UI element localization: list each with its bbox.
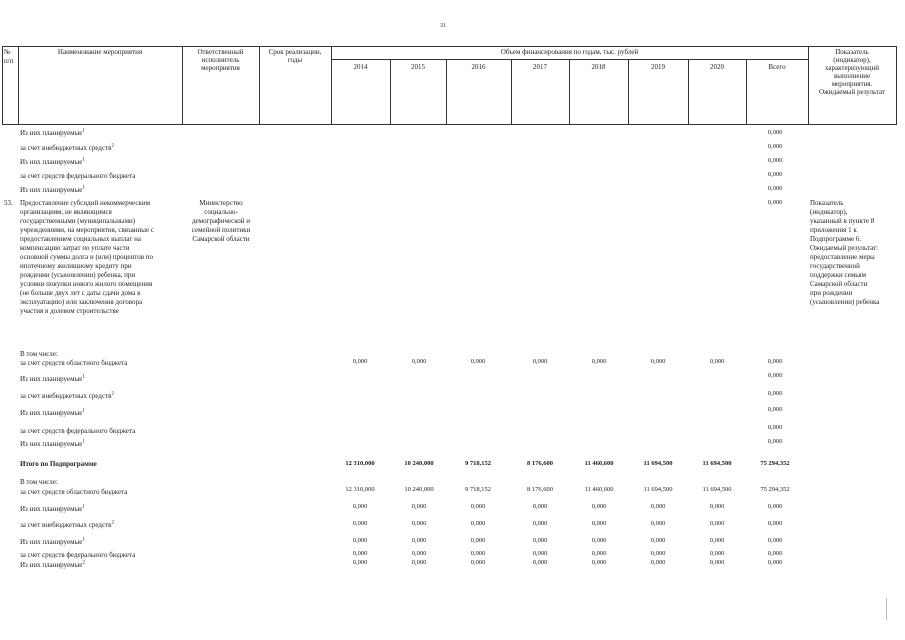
header-year-2014: 2014 [353,63,368,71]
value-2020: 0,000 [709,520,725,527]
summary-2019: 11 694,500 [643,460,673,467]
summary-title: Итого по Подпрограмме [20,460,97,468]
value-2018: 0,000 [591,503,607,510]
value-2014: 12 310,000 [345,486,375,493]
header-year-2016: 2016 [471,63,486,71]
value-2018: 0,000 [591,559,607,566]
value-2015: 0,000 [411,537,427,544]
row-label: за счет средств федерального бюджета [20,551,136,559]
row-label: Из них планируемые$^1$ [20,157,85,166]
value-2019: 11 694,500 [643,486,673,493]
row-label: за счет внебюджетных средств$^2$ [20,391,114,400]
item-total: 0,000 [767,199,783,206]
summary-2014: 12 310,000 [345,460,375,467]
row-label: Из них планируемые$^1$ [20,537,85,546]
value-2020: 0,000 [709,559,725,566]
value-2018: 0,000 [591,358,607,365]
item-indicator: Показатель (индикатор), указанный в пункте 8 приложения 1 к Подпрограмме 6. Ожидаемый результат: предоставление меры государственной поддержки семьям Самарской области при рождении (усыновлении) ребенка [810,199,880,306]
item-responsible: Министерство социально- демографической и семейной политики Самарской области [191,199,251,243]
row-total: 0,000 [767,358,783,365]
value-2016: 0,000 [470,358,486,365]
row-total: 0,000 [767,503,783,510]
header-col-responsible: Ответственный исполнитель мероприятия [197,48,244,72]
value-2018: 11 460,600 [584,486,614,493]
value-2014: 0,000 [352,358,368,365]
row-total: 0,000 [767,157,783,164]
value-2015: 10 240,000 [404,486,434,493]
value-2017: 0,000 [532,550,548,557]
summary-2016: 9 718,152 [465,460,491,467]
row-label: за счет средств федерального бюджета [20,427,136,435]
row-total: 0,000 [767,559,783,566]
header-col-financing: Объем финансирования по годам, тыс. рублей [500,48,639,56]
row-label: Из них планируемые$^1$ [20,439,85,448]
value-2018: 0,000 [591,537,607,544]
header-col-total: Всего [768,63,786,71]
row-label: за счет средств областного бюджета [20,488,128,496]
row-label: за счет внебюджетных средств$^2$ [20,143,114,152]
row-label: за счет средств областного бюджета [20,359,128,367]
row-label: Из них планируемые$^1$ [20,504,85,513]
item-number: 53. [4,199,13,207]
value-2014: 0,000 [352,520,368,527]
row-total: 0,000 [767,390,783,397]
value-2017: 0,000 [532,559,548,566]
row-total: 0,000 [767,438,783,445]
row-total: 0,000 [767,171,783,178]
row-label: Из них планируемые$^1$ [20,185,85,194]
value-2017: 0,000 [532,520,548,527]
value-2015: 0,000 [411,550,427,557]
value-2015: 0,000 [411,503,427,510]
value-2020: 0,000 [709,503,725,510]
value-2016: 0,000 [470,537,486,544]
row-label: Из них планируемые$^1$ [20,128,85,137]
including-label: В том числе: [20,478,58,486]
value-2016: 0,000 [470,550,486,557]
row-label: за счет средств федерального бюджета [20,172,136,180]
row-label: Из них планируемые$^1$ [20,408,85,417]
value-2019: 0,000 [650,550,666,557]
value-2016: 0,000 [470,559,486,566]
item-name: Предоставление субсидий некоммерческим организациям, не являющимся государственными (муниципальными) учреждениями, на мероприятия, связанные с предоставлением социальных выплат на компенсацию затрат по уплате части основной суммы долга и (или) процентов по ипотечному жилищному кредиту при рождении (усыновлении) ребенка, при условии покупки нового жилого помещения (не больше двух лет с даты сдачи дома в эксплуатацию) или заключения договора участия в долевом строительстве [20,199,154,315]
value-2019: 0,000 [650,520,666,527]
header-col-number: № п/п [4,48,14,65]
value-2019: 0,000 [650,537,666,544]
value-2020: 0,000 [709,358,725,365]
value-2016: 0,000 [470,520,486,527]
value-2017: 0,000 [532,358,548,365]
value-2017: 0,000 [532,503,548,510]
header-year-2017: 2017 [533,63,547,71]
value-2018: 0,000 [591,550,607,557]
row-total: 0,000 [767,372,783,379]
row-label: за счет внебюджетных средств$^2$ [20,520,114,529]
row-total: 0,000 [767,185,783,192]
row-total: 0,000 [767,143,783,150]
value-2016: 0,000 [470,503,486,510]
header-year-2015: 2015 [411,63,425,71]
value-2014: 0,000 [352,537,368,544]
row-total: 75 294,352 [760,486,790,493]
summary-2017: 8 176,600 [527,460,553,467]
summary-total: 75 294,352 [760,460,790,467]
value-2015: 0,000 [411,520,427,527]
summary-2015: 10 240,000 [404,460,434,467]
row-label: Из них планируемые$^1$ [20,374,85,383]
value-2015: 0,000 [411,358,427,365]
row-label: Из них планируемые$^2$ [20,560,85,569]
summary-2018: 11 460,600 [584,460,614,467]
value-2018: 0,000 [591,520,607,527]
scan-mark [886,598,887,620]
header-col-indicator: Показатель (индикатор), характеризующий выполнение мероприятия. Ожидаемый результат [818,48,886,96]
header-year-2019: 2019 [651,63,665,71]
row-total: 0,000 [767,129,783,136]
value-2016: 9 718,152 [465,486,491,493]
value-2019: 0,000 [650,503,666,510]
value-2020: 0,000 [709,537,725,544]
row-total: 0,000 [767,550,783,557]
page-number: 31 [440,23,446,29]
value-2014: 0,000 [352,550,368,557]
value-2019: 0,000 [650,358,666,365]
header-year-2018: 2018 [591,63,606,71]
summary-2020: 11 694,500 [702,460,732,467]
value-2015: 0,000 [411,559,427,566]
value-2019: 0,000 [650,559,666,566]
value-2020: 11 694,500 [702,486,732,493]
value-2017: 0,000 [532,537,548,544]
including-label: В том числе: [20,350,58,358]
row-total: 0,000 [767,406,783,413]
value-2014: 0,000 [352,559,368,566]
row-total: 0,000 [767,537,783,544]
row-total: 0,000 [767,424,783,431]
value-2014: 0,000 [352,503,368,510]
row-total: 0,000 [767,520,783,527]
header-year-2020: 2020 [710,63,724,71]
header-col-term: Срок реализации, годы [268,48,322,64]
value-2020: 0,000 [709,550,725,557]
header-col-name: Наименование мероприятия [57,48,143,56]
value-2017: 8 176,600 [527,486,553,493]
